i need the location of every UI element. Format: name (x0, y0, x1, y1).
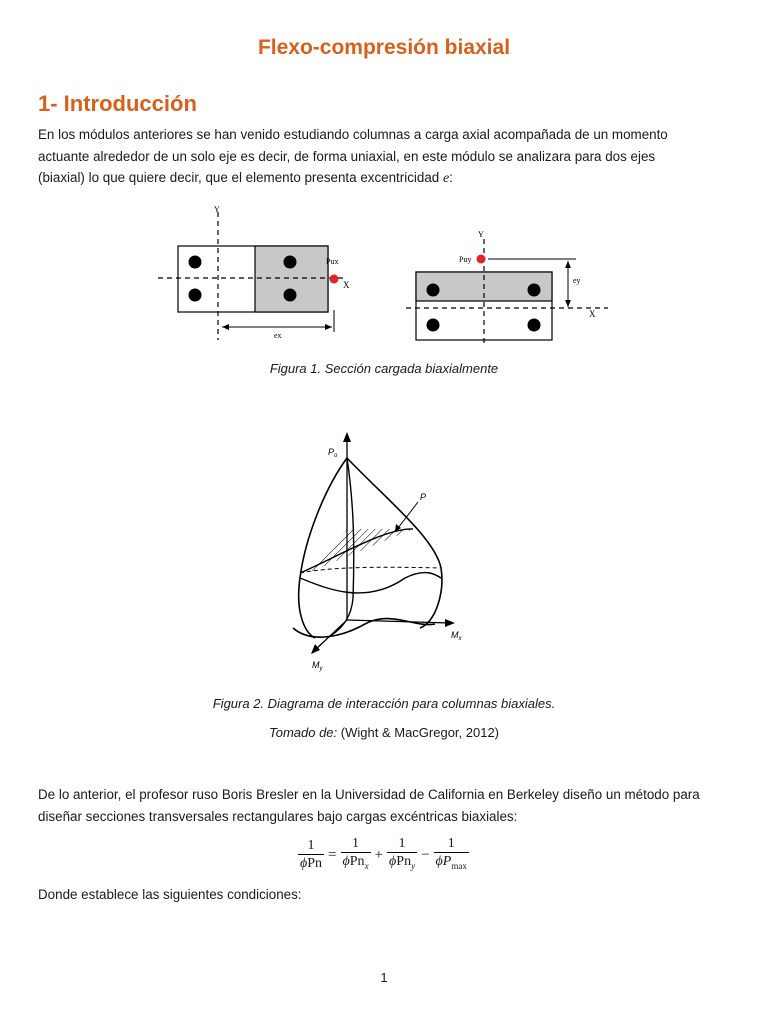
intro-line-3-end: : (449, 170, 453, 185)
x-axis-label: X (589, 309, 596, 319)
mx-axis-arrow (445, 619, 455, 627)
rebar (427, 319, 440, 332)
p-axis-arrow (343, 432, 351, 442)
bresler-line-2: diseñar secciones transversales rectangulares bajo cargas excéntricas biaxiales: (38, 808, 518, 824)
p-label: P (420, 492, 427, 502)
source-label: Tomado de: (268, 725, 338, 740)
figure1-left-section (150, 200, 350, 345)
load-point (477, 255, 486, 264)
load-label: Pux (326, 257, 339, 266)
figure1-right-section (398, 225, 618, 350)
figure2-caption-text: Figura 2. Diagrama de interacción para columnas biaxiales. (212, 696, 556, 711)
y-axis-label: Y (214, 205, 220, 214)
x-axis-label: X (343, 280, 350, 290)
rebar (189, 256, 202, 269)
intro-line-3-text: (biaxial) lo que quiere decir, que el elemento presenta excentricidad (38, 170, 440, 185)
eccentricity-symbol: e (442, 171, 450, 186)
y-axis-label: Y (478, 230, 484, 239)
load-slice (307, 529, 413, 573)
slice-edge-back (300, 567, 440, 573)
rebar (284, 256, 297, 269)
intro-line-3 (38, 167, 738, 190)
rebar (427, 284, 440, 297)
bresler-line-1: De lo anterior, el profesor ruso Boris Bresler en la Universidad de California en Berkeley diseño un método para (38, 787, 700, 802)
rebar (528, 284, 541, 297)
figure2-source (0, 725, 768, 740)
bresler-equation: $\frac{1}{\text{ϕPn}}$ = $\frac{1}{\phi Pn_x}$ + $\frac{1}{\phi Pn_y}$ − $\frac{1}{\phi P_{max}}$ (296, 836, 471, 875)
rebar (284, 289, 297, 302)
intro-line-1: En los módulos anteriores se han venido estudiando columnas a carga axial acompañada de un momento (38, 127, 668, 142)
arrow-head (565, 300, 571, 307)
mid-curve (300, 573, 441, 593)
figure1-caption-text: Figura 1. Sección cargada biaxialmente (269, 361, 499, 376)
figure1-caption (0, 361, 768, 376)
my-label: $M_y$ (312, 660, 323, 672)
rebar (189, 289, 202, 302)
ecc-label: ex (274, 331, 282, 340)
po-label: $P_o$ (328, 447, 338, 459)
page-number: 1 (380, 970, 388, 985)
arrow-head (222, 324, 229, 330)
load-label: Puy (459, 255, 472, 264)
arrow-head (565, 261, 571, 268)
eq-term-left: $\frac{1}{\text{ϕPn}}$ (300, 838, 323, 872)
conditions-paragraph: Donde establece las siguientes condiciones: (38, 887, 302, 902)
intro-paragraph (38, 124, 738, 190)
eq-term-max: $\frac{1}{\phi P_{max}}$ (434, 836, 469, 875)
figure2-interaction-diagram (285, 428, 485, 678)
section-heading: 1- Introducción (38, 91, 197, 116)
ecc-label: ey (573, 276, 581, 285)
source-citation: (Wight & MacGregor, 2012) (340, 725, 500, 740)
my-axis-arrow (311, 644, 320, 654)
eq-term-x: $\frac{1}{\phi Pn_x}$ (341, 836, 371, 875)
rebar (528, 319, 541, 332)
arrow-head (325, 324, 332, 330)
intro-line-2: actuante alrededor de un solo eje es decir, de forma uniaxial, en este módulo se analizara para dos ejes (38, 148, 656, 164)
eq-term-y: $\frac{1}{\phi Pn_y}$ (387, 836, 417, 875)
bresler-paragraph (38, 784, 738, 827)
load-point (330, 275, 339, 284)
mx-label: $M_x$ (451, 630, 462, 642)
document-title: Flexo-compresión biaxial (257, 36, 511, 59)
figure2-caption (0, 696, 768, 711)
